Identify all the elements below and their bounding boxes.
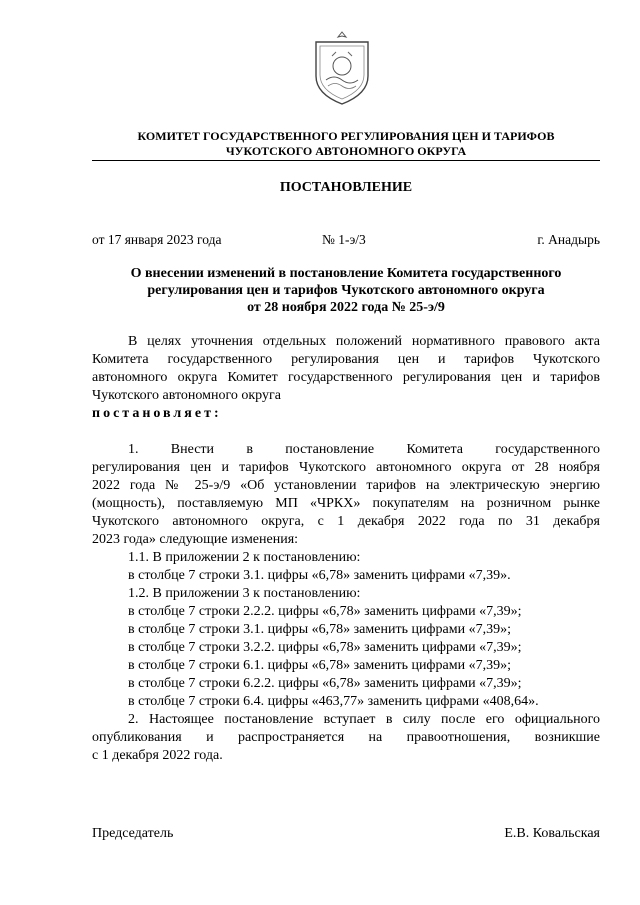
item1-line: 2022 года № 25-э/9 «Об установлении тарифов на электрическую энергию	[92, 478, 600, 493]
preamble-line: Чукотского автономного округа	[92, 388, 281, 403]
subitem-heading: 1.1. В приложении 2 к постановлению:	[128, 550, 361, 565]
amendment-line: в столбце 7 строки 6.1. цифры «6,78» заменить цифрами «7,39»;	[128, 658, 511, 673]
organization-name-line: КОМИТЕТ ГОСУДАРСТВЕННОГО РЕГУЛИРОВАНИЯ ЦЕН И ТАРИФОВ	[137, 129, 555, 143]
signatory-title: Председатель	[92, 826, 174, 841]
preamble-line: автономного округа Комитет государственного регулирования цен и тарифов	[92, 370, 600, 385]
subject-line: О внесении изменений в постановление Комитета государственного	[130, 266, 562, 281]
subject-line: регулирования цен и тарифов Чукотского автономного округа	[147, 283, 545, 298]
document-type: ПОСТАНОВЛЕНИЕ	[279, 180, 413, 195]
item1-line: 2023 года» следующие изменения:	[92, 532, 299, 547]
item1-line: регулирования цен и тарифов Чукотского автономного округа от 28 ноября	[92, 460, 600, 475]
signatory-name: Е.В. Ковальская	[504, 826, 600, 841]
organization-name-line: ЧУКОТСКОГО АВТОНОМНОГО ОКРУГА	[225, 144, 467, 158]
amendment-line: в столбце 7 строки 2.2.2. цифры «6,78» заменить цифрами «7,39»;	[128, 604, 522, 619]
document-number: № 1-э/3	[322, 232, 366, 247]
amendment-line: в столбце 7 строки 3.2.2. цифры «6,78» заменить цифрами «7,39»;	[128, 640, 522, 655]
document-city: г. Анадырь	[537, 232, 600, 247]
organization-name	[92, 129, 600, 159]
item2-line: с 1 декабря 2022 года.	[92, 748, 223, 763]
coat-of-arms-icon	[302, 28, 382, 108]
resolves-word: постановляет:	[92, 406, 222, 421]
item2-line: опубликования и распространяется на правоотношения, возникшие	[92, 730, 600, 745]
subject-line: от 28 ноября 2022 года № 25-э/9	[247, 300, 445, 315]
amendment-line: в столбце 7 строки 3.1. цифры «6,78» заменить цифрами «7,39»;	[128, 622, 511, 637]
spacer	[92, 423, 600, 441]
preamble-line: Комитета государственного регулирования цен и тарифов Чукотского	[92, 352, 600, 367]
item1-line: 1. Внести в постановление Комитета государственного	[128, 442, 600, 457]
document-date: от 17 января 2023 года	[92, 232, 222, 247]
document-body	[92, 333, 600, 765]
item1-line: Чукотского автономного округа, с 1 декабря 2022 года по 31 декабря	[92, 514, 600, 529]
amendment-line: в столбце 7 строки 3.1. цифры «6,78» заменить цифрами «7,39».	[128, 568, 511, 583]
item2-line: 2. Настоящее постановление вступает в силу после его официального	[128, 712, 600, 727]
item1-line: (мощность), поставляемую МП «ЧРКХ» покупателям на розничном рынке	[92, 496, 600, 511]
amendment-line: в столбце 7 строки 6.4. цифры «463,77» заменить цифрами «408,64».	[128, 694, 539, 709]
header-divider	[92, 160, 600, 161]
amendment-line: в столбце 7 строки 6.2.2. цифры «6,78» заменить цифрами «7,39»;	[128, 676, 522, 691]
preamble-line: В целях уточнения отдельных положений нормативного правового акта	[128, 334, 600, 349]
document-subject	[92, 265, 600, 316]
subitem-heading: 1.2. В приложении 3 к постановлению:	[128, 586, 361, 601]
